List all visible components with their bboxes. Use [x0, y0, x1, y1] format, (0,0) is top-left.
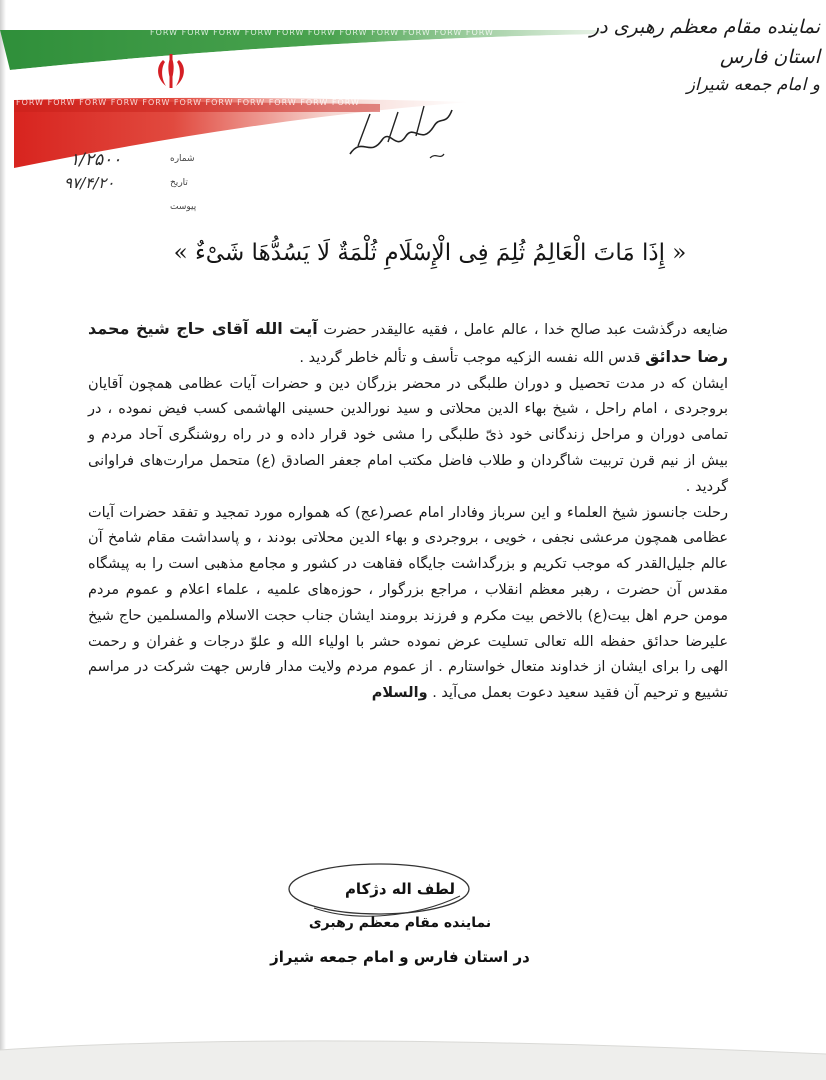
- paragraph-3-text: رحلت جانسوز شیخ العلماء و این سرباز وفادار امام عصر(عج) که همواره مورد تمجید و تفقد حضرات آیات عظامی همچون مرعشی نجفی ، خویی ، بروجردی و بهاء الدین محلاتی بودند ، و پاسداشت مقام شامخ آن عالم جلیل‌القدر که موجب تکریم و بزرگداشت جایگاه فقاهت در کشور و مجامع مذهبی است را به پیشگاه مقدس آن حضرت ، رهبر معظم انقلاب ، مراجع بزرگوار ، حوزه‌های علمیه ، علماء اعلام و عموم مردم مومن حرم اهل بیت(ع) بالاخص بیت مکرم و فرزند برومند ایشان جناب حجت الاسلام والمسلمین حاج شیخ علیرضا حدائق حفظه الله تعالی تسلیت عرض نموده حشر با اولیاء الله و علوّ درجات و غفران و رحمت الهی را برای ایشان از خداوند متعال خواستارم . از عموم مردم ولایت مدار فارس جهت شرکت در مراسم تشییع و ترحیم آن فقید سعید دعوت بعمل می‌آید .: [88, 504, 728, 702]
- paragraph-2: ایشان که در مدت تحصیل و دوران طلبگی در محضر بزرگان دین و حضرات آیات عظامی همچون آقایان بروجردی ، امام راحل ، شیخ بهاء الدین محلاتی و سید نورالدین حسینی الهاشمی کسب فیض نموده ، در تمامی دوران و مراحل زندگانی خود ذیّ طلبگی را مشی خود قرار داده و در راه روشنگری آحاد مردم و بیش از نیم قرن تربیت شاگردان و طلاب فاضل مکتب امام جعفر الصادق (ع) متحمل مرارت‌های فراوانی گردید .: [88, 375, 728, 495]
- iran-emblem-icon: [148, 52, 194, 92]
- hadith-quote: « إِذَا مَاتَ الْعَالِمُ ثُلِمَ فِی الْإِسْلَامِ ثُلْمَةٌ لَا یَسُدُّهَا شَیْءٌ »: [173, 240, 687, 266]
- paragraph-1-end: قدس الله نفسه الزکیه موجب تأسف و تألم خاطر گردید .: [299, 349, 641, 366]
- signatory-title-1: نماینده مقام معظم رهبری: [308, 915, 492, 931]
- basmala-text: بسم الله الرحمن الرحیم: [369, 161, 431, 168]
- paragraph-1-intro: ضایعه درگذشت عبد صالح خدا ، عالم عامل ، فقیه عالیقدر حضرت: [323, 322, 729, 338]
- basmala-calligraphy: [340, 96, 460, 168]
- paragraph-1: [88, 316, 728, 372]
- letterhead: [560, 12, 820, 98]
- letterhead-line-1: نماینده مقام معظم رهبری در استان فارس: [589, 16, 820, 68]
- band-label: FORW FORW FORW FORW FORW FORW FORW FORW FORW FORW FORW: [16, 98, 360, 107]
- letter-body: [88, 316, 728, 707]
- letter-number: ۱/۲۵۰۰: [70, 150, 122, 170]
- band-label-top: FORW FORW FORW FORW FORW FORW FORW FORW FORW FORW FORW: [150, 28, 494, 37]
- paragraph-3: [88, 501, 728, 707]
- signatory-title-2: در استان فارس و امام جمعه شیراز: [270, 948, 530, 966]
- number-label: شماره: [170, 154, 195, 164]
- letterhead-line-2: و امام جمعه شیراز: [686, 75, 820, 95]
- deceased-name: آیت الله آقای حاج شیخ محمد رضا حدائق: [88, 319, 728, 366]
- closing-salutation: والسلام: [371, 685, 428, 702]
- signatory-name: لطف اله دژکام: [344, 880, 456, 898]
- attachment-label: پیوست: [170, 202, 197, 212]
- date-label: تاریخ: [170, 178, 188, 188]
- signature-block: [250, 872, 550, 974]
- footer-wave: [0, 1020, 826, 1080]
- letter-date: ۹۷/۴/۲۰: [64, 174, 115, 192]
- letter-meta: [62, 150, 212, 220]
